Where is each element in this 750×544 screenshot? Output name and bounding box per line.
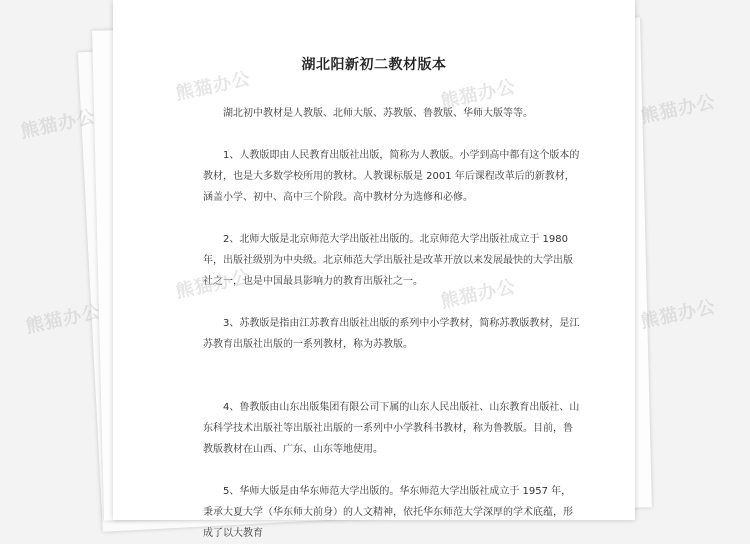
paragraph-intro: 湖北初中教材是人教版、北师大版、苏教版、鲁教版、华师大版等等。	[223, 108, 533, 119]
watermark: 熊猫办公	[438, 276, 518, 313]
paragraph-beishida: 2、北师大版是北京师范大学出版社出版的。北京师范大学出版社成立于 1980 年，出版社级别为中央级。北京师范大学出版社是改革开放以来发展最快的大学出版社之一，也是中国最具影响力的教育出版社之一。	[203, 234, 573, 287]
watermark: 熊猫办公	[23, 301, 103, 338]
watermark: 熊猫办公	[173, 266, 253, 303]
watermark: 熊猫办公	[438, 76, 518, 113]
watermark: 熊猫办公	[638, 91, 718, 128]
paragraph-huashida: 5、华师大版是由华东师范大学出版的。华东师范大学出版社成立于 1957 年，秉承大夏大学（华东师大前身）的人文精神，依托华东师范大学深厚的学术底蕴，形成了以大教育	[203, 486, 573, 539]
watermark: 熊猫办公	[638, 296, 718, 333]
paragraph-renjiao: 1、人教版即由人民教育出版社出版，简称为人教版。小学到高中都有这个版本的教材，也是大多数学校所用的教材。人教课标版是 2001 年后课程改革后的新教材，涵盖小学、初中、高中三个阶段。高中教材分为选修和必修。	[203, 150, 580, 203]
paragraph-sujiao: 3、苏教版是指由江苏教育出版社出版的系列中小学教材，简称苏教版教材，是江苏教育出版社出版的一系列教材，称为苏教版。	[203, 318, 580, 350]
paragraph-lujiao: 4、鲁教版由山东出版集团有限公司下属的山东人民出版社、山东教育出版社、山东科学技术出版社等出版社出版的一系列中小学教科书教材，称为鲁教版。目前，鲁教版教材在山西、广东、山东等地使用。	[203, 402, 580, 455]
document-title: 湖北阳新初二教材版本	[301, 57, 447, 73]
watermark: 熊猫办公	[18, 106, 98, 143]
watermark: 熊猫办公	[173, 68, 253, 105]
document-body	[203, 103, 581, 544]
document-page	[113, 0, 635, 539]
